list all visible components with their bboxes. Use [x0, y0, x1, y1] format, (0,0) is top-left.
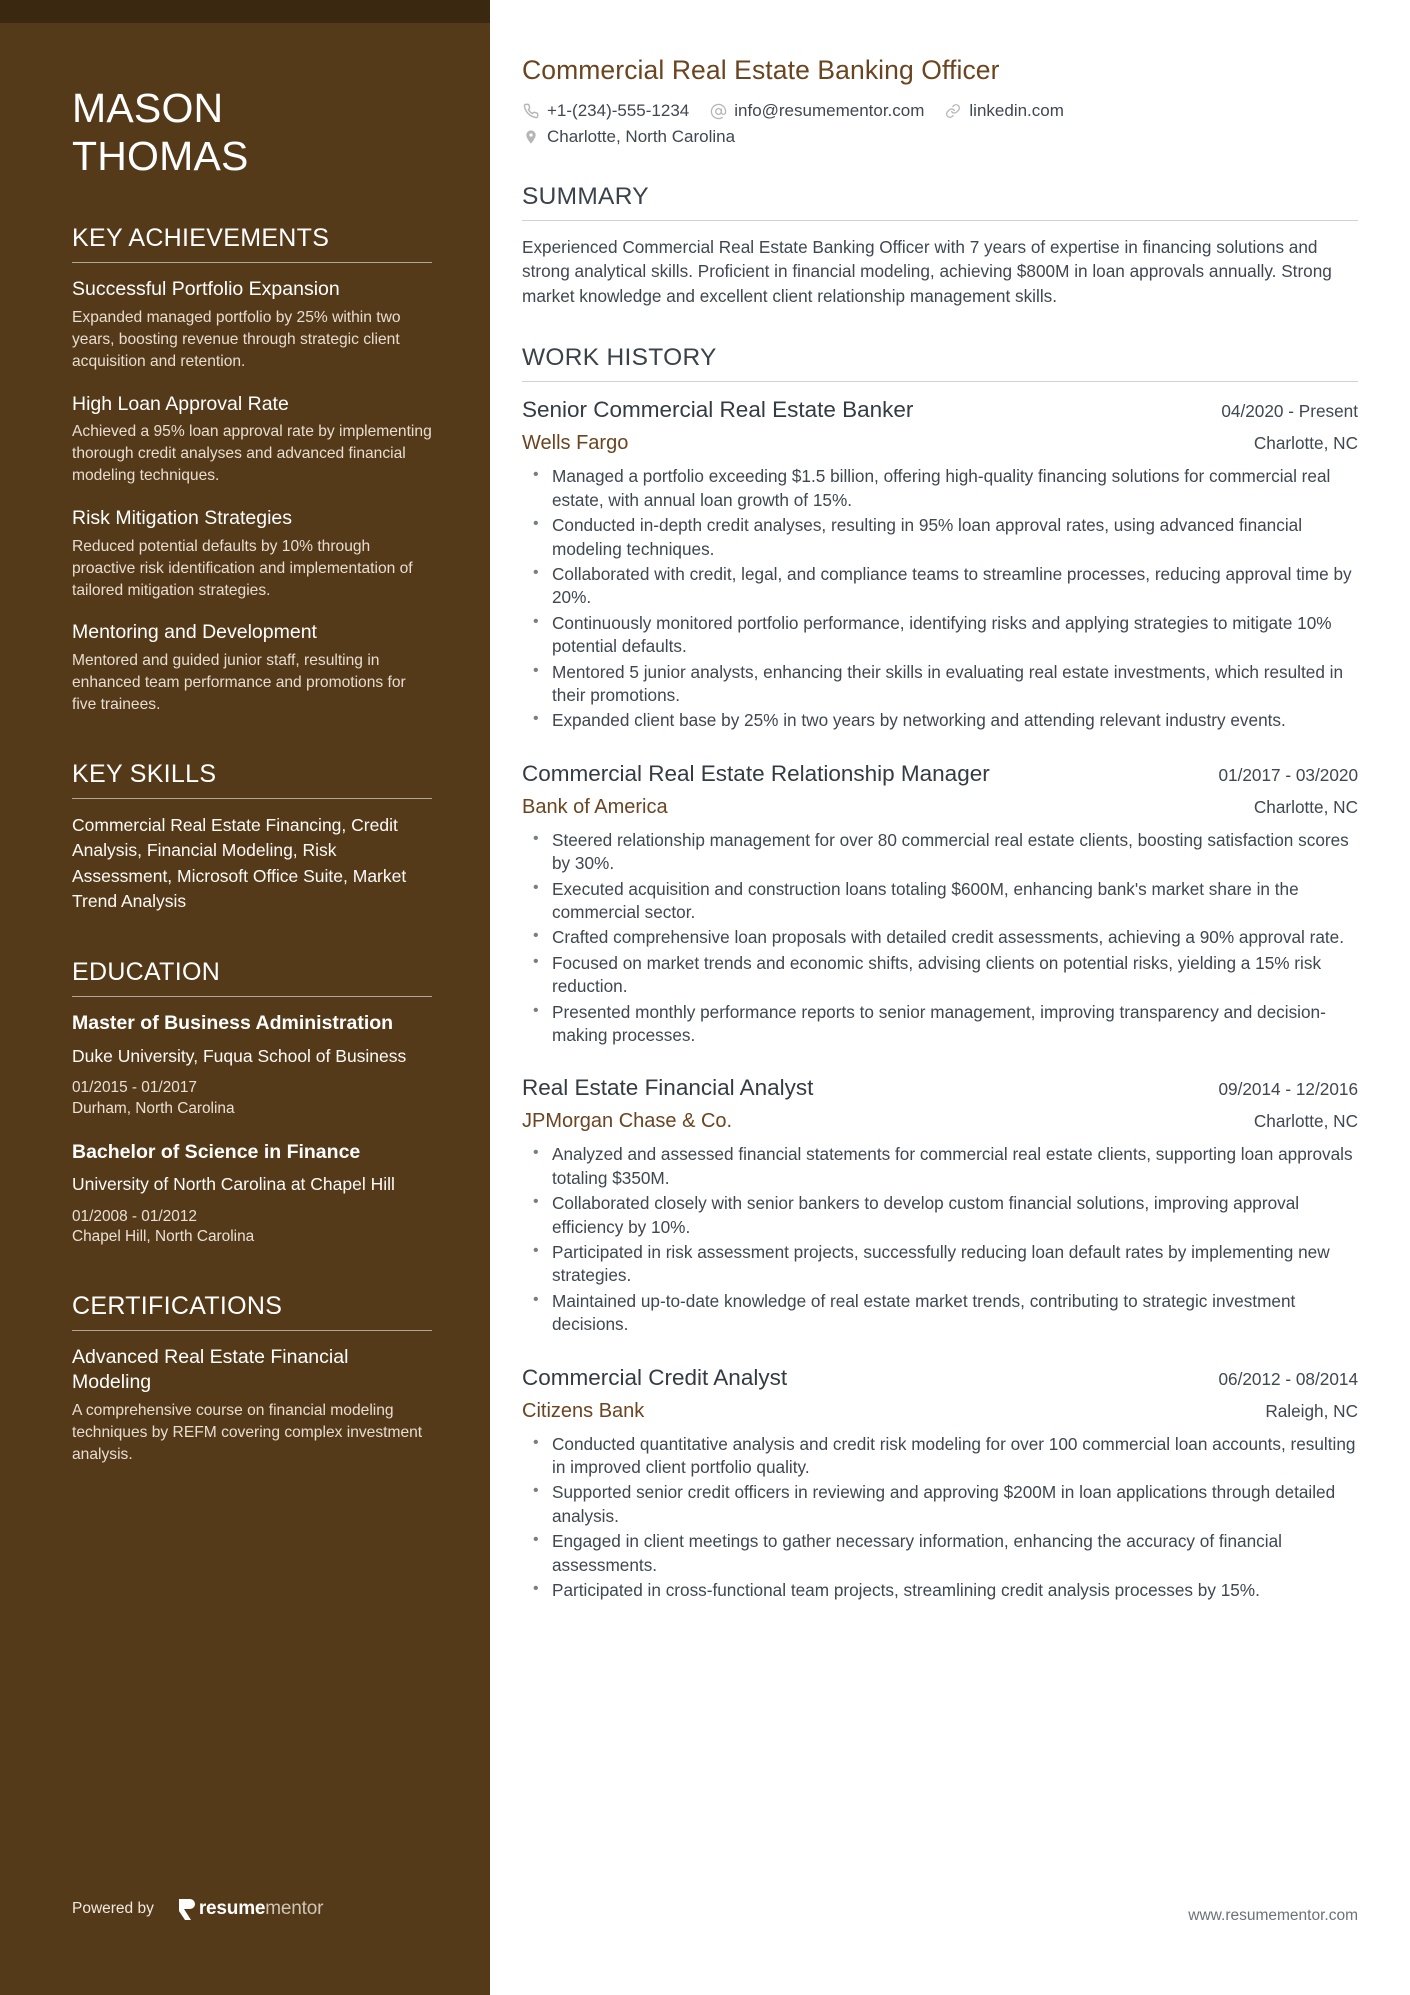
last-name: THOMAS	[72, 132, 249, 179]
education-location: Chapel Hill, North Carolina	[72, 1228, 255, 1246]
contact-block	[522, 101, 1358, 147]
job-company: JPMorgan Chase & Co.	[522, 1110, 733, 1133]
job-bullet: • Collaborated with credit, legal, and compliance teams to streamline processes, reducing approval time by 20%.	[522, 563, 1358, 610]
brand-light: mentor	[265, 1898, 324, 1919]
work-history-section	[522, 344, 1358, 1602]
contact-location	[522, 127, 735, 147]
work-history-heading: WORK HISTORY	[522, 344, 717, 372]
key-achievements-section	[72, 224, 432, 716]
achievement-item	[72, 277, 432, 372]
divider	[72, 996, 432, 997]
job-bullet: • Supported senior credit officers in reviewing and approving $200M in loan applications through detailed analysis.	[522, 1481, 1358, 1528]
job-title-row	[522, 396, 1358, 424]
job-location: Raleigh, NC	[1265, 1400, 1358, 1421]
divider	[522, 220, 1358, 221]
phone-text: +1-(234)-555-1234	[547, 101, 690, 120]
job-entry	[522, 760, 1358, 1048]
education-degree: Bachelor of Science in Finance	[72, 1140, 361, 1163]
job-bullets	[522, 465, 1358, 732]
skills-list: Commercial Real Estate Financing, Credit Analysis, Financial Modeling, Risk Assessment, Microsoft Office Suite, Market Trend Analysis	[72, 814, 407, 911]
key-achievements-heading: KEY ACHIEVEMENTS	[72, 224, 330, 253]
main-footer-url[interactable]: www.resumementor.com	[1188, 1907, 1358, 1924]
job-title: Senior Commercial Real Estate Banker	[522, 397, 914, 423]
role-title: Commercial Real Estate Banking Officer	[522, 55, 1000, 85]
key-skills-section	[72, 760, 432, 915]
job-bullet: • Focused on market trends and economic shifts, advising clients on potential risks, yielding a 15% risk reduction.	[522, 952, 1358, 999]
achievement-title: Mentoring and Development	[72, 621, 317, 644]
sidebar	[0, 23, 490, 1995]
certification-description: A comprehensive course on financial modeling techniques by REFM covering complex investment analysis.	[72, 1402, 423, 1463]
certification-title: Advanced Real Estate Financial Modeling	[72, 1346, 349, 1394]
summary-text: Experienced Commercial Real Estate Banking Officer with 7 years of expertise in financing solutions and strong analytical skills. Proficient in financial modeling, achieving $800M in loan approvals annually. Strong market knowledge and excellent client relationship management skills.	[522, 237, 1332, 306]
job-bullet: • Crafted comprehensive loan proposals with detailed credit assessments, achieving a 90% approval rate.	[522, 926, 1358, 949]
achievement-description: Expanded managed portfolio by 25% within two years, boosting revenue through strategic client acquisition and retention.	[72, 309, 401, 370]
job-title-row	[522, 1074, 1358, 1102]
job-bullet: • Participated in cross-functional team projects, streamlining credit analysis processes by 15%.	[522, 1579, 1358, 1602]
resumementor-logo	[178, 1898, 323, 1920]
contact-line-secondary	[522, 127, 1358, 147]
map-pin-icon	[522, 128, 540, 146]
job-bullet: • Managed a portfolio exceeding $1.5 billion, offering high-quality financing solutions for commercial real estate, with annual loan growth of 15%.	[522, 465, 1358, 512]
achievement-title: Risk Mitigation Strategies	[72, 506, 293, 529]
job-title: Commercial Credit Analyst	[522, 1364, 788, 1390]
achievement-item	[72, 506, 432, 601]
job-dates: 04/2020 - Present	[1221, 401, 1358, 422]
divider	[72, 798, 432, 799]
phone-icon	[522, 102, 540, 120]
powered-by-label: Powered by	[72, 1900, 154, 1917]
job-bullet: • Steered relationship management for over 80 commercial real estate clients, boosting satisfaction scores by 30%.	[522, 829, 1358, 876]
achievement-title: Successful Portfolio Expansion	[72, 278, 340, 301]
certifications-heading: CERTIFICATIONS	[72, 1292, 283, 1321]
job-dates: 01/2017 - 03/2020	[1218, 764, 1358, 785]
job-bullets	[522, 1143, 1358, 1336]
job-location: Charlotte, NC	[1253, 1111, 1358, 1132]
achievement-description: Achieved a 95% loan approval rate by implementing thorough credit analyses and advanced financial modeling techniques.	[72, 423, 432, 485]
sidebar-footer	[72, 1898, 323, 1920]
summary-heading: SUMMARY	[522, 183, 649, 210]
job-bullets	[522, 829, 1358, 1048]
job-company-row	[522, 431, 1358, 456]
job-bullet: • Continuously monitored portfolio performance, identifying risks and applying strategies to mitigate 10% potential defaults.	[522, 612, 1358, 659]
candidate-name	[72, 85, 432, 180]
main-column	[490, 0, 1410, 1995]
education-item	[72, 1011, 432, 1119]
job-title: Real Estate Financial Analyst	[522, 1075, 814, 1101]
job-location: Charlotte, NC	[1253, 796, 1358, 817]
job-entry	[522, 1364, 1358, 1603]
contact-line-primary	[522, 101, 1358, 121]
job-bullet: • Mentored 5 junior analysts, enhancing their skills in evaluating real estate investments, which resulted in their promotions.	[522, 661, 1358, 708]
achievement-item	[72, 392, 432, 487]
job-bullet: • Maintained up-to-date knowledge of real estate market trends, contributing to strategic investment decisions.	[522, 1290, 1358, 1337]
job-bullet: • Collaborated closely with senior bankers to develop custom financial solutions, improving approval efficiency by 10%.	[522, 1192, 1358, 1239]
education-dates: 01/2015 - 01/2017	[72, 1079, 197, 1097]
certifications-section	[72, 1292, 432, 1465]
resumementor-mark-icon	[178, 1899, 195, 1920]
contact-email[interactable]	[709, 101, 924, 121]
achievement-description: Mentored and guided junior staff, resulting in enhanced team performance and promotions for five trainees.	[72, 652, 406, 714]
education-item	[72, 1140, 432, 1248]
job-company: Citizens Bank	[522, 1399, 645, 1422]
education-meta	[72, 1078, 432, 1120]
top-accent-strip	[0, 0, 490, 23]
education-dates: 01/2008 - 01/2012	[72, 1207, 197, 1225]
certification-item	[72, 1345, 432, 1465]
job-title-row	[522, 1364, 1358, 1392]
achievement-title: High Loan Approval Rate	[72, 392, 289, 415]
education-location: Durham, North Carolina	[72, 1099, 235, 1117]
job-company: Wells Fargo	[522, 432, 629, 455]
brand-bold: resume	[198, 1898, 266, 1919]
job-company-row	[522, 1399, 1358, 1424]
job-title-row	[522, 760, 1358, 788]
job-bullets	[522, 1433, 1358, 1603]
resumementor-wordmark	[199, 1898, 323, 1920]
job-bullet: • Conducted in-depth credit analyses, resulting in 95% loan approval rates, using advanced financial modeling techniques.	[522, 514, 1358, 561]
job-bullet: • Analyzed and assessed financial statements for commercial real estate clients, supporting loan approvals totaling $350M.	[522, 1143, 1358, 1190]
job-dates: 06/2012 - 08/2014	[1218, 1368, 1358, 1389]
job-bullet: • Engaged in client meetings to gather necessary information, enhancing the accuracy of financial assessments.	[522, 1530, 1358, 1577]
education-school: Duke University, Fuqua School of Business	[72, 1045, 407, 1066]
education-section	[72, 958, 432, 1248]
link-icon	[944, 102, 962, 120]
divider	[72, 1330, 432, 1331]
job-company: Bank of America	[522, 795, 668, 818]
job-title: Commercial Real Estate Relationship Manager	[522, 760, 990, 786]
achievement-item	[72, 620, 432, 715]
job-bullet: • Conducted quantitative analysis and credit risk modeling for over 100 commercial loan accounts, resulting in improved client portfolio quality.	[522, 1433, 1358, 1480]
job-bullet: • Executed acquisition and construction loans totaling $600M, enhancing bank's market share in the commercial sector.	[522, 878, 1358, 925]
job-company-row	[522, 1109, 1358, 1134]
divider	[72, 262, 432, 263]
summary-section	[522, 183, 1358, 308]
job-bullet: • Participated in risk assessment projects, successfully reducing loan default rates by implementing new strategies.	[522, 1241, 1358, 1288]
divider	[522, 381, 1358, 382]
key-skills-heading: KEY SKILLS	[72, 759, 217, 788]
at-sign-icon	[709, 102, 727, 120]
job-dates: 09/2014 - 12/2016	[1218, 1079, 1358, 1100]
job-bullet: • Presented monthly performance reports to senior management, improving transparency and decision-making processes.	[522, 1001, 1358, 1048]
job-bullet: • Expanded client base by 25% in two years by networking and attending relevant industry events.	[522, 709, 1358, 732]
linkedin-text: linkedin.com	[969, 101, 1064, 120]
education-degree: Master of Business Administration	[72, 1012, 394, 1035]
education-heading: EDUCATION	[72, 958, 221, 987]
education-meta	[72, 1207, 432, 1249]
job-entry	[522, 396, 1358, 732]
achievement-description: Reduced potential defaults by 10% through proactive risk identification and implementation of tailored mitigation strategies.	[72, 537, 413, 599]
first-name: MASON	[72, 85, 224, 131]
contact-linkedin[interactable]	[944, 101, 1064, 121]
job-location: Charlotte, NC	[1253, 433, 1358, 454]
location-text: Charlotte, North Carolina	[547, 127, 736, 146]
job-company-row	[522, 795, 1358, 820]
contact-phone[interactable]	[522, 101, 689, 121]
job-entry	[522, 1074, 1358, 1336]
education-school: University of North Carolina at Chapel Hill	[72, 1174, 395, 1195]
email-text: info@resumementor.com	[734, 101, 925, 120]
